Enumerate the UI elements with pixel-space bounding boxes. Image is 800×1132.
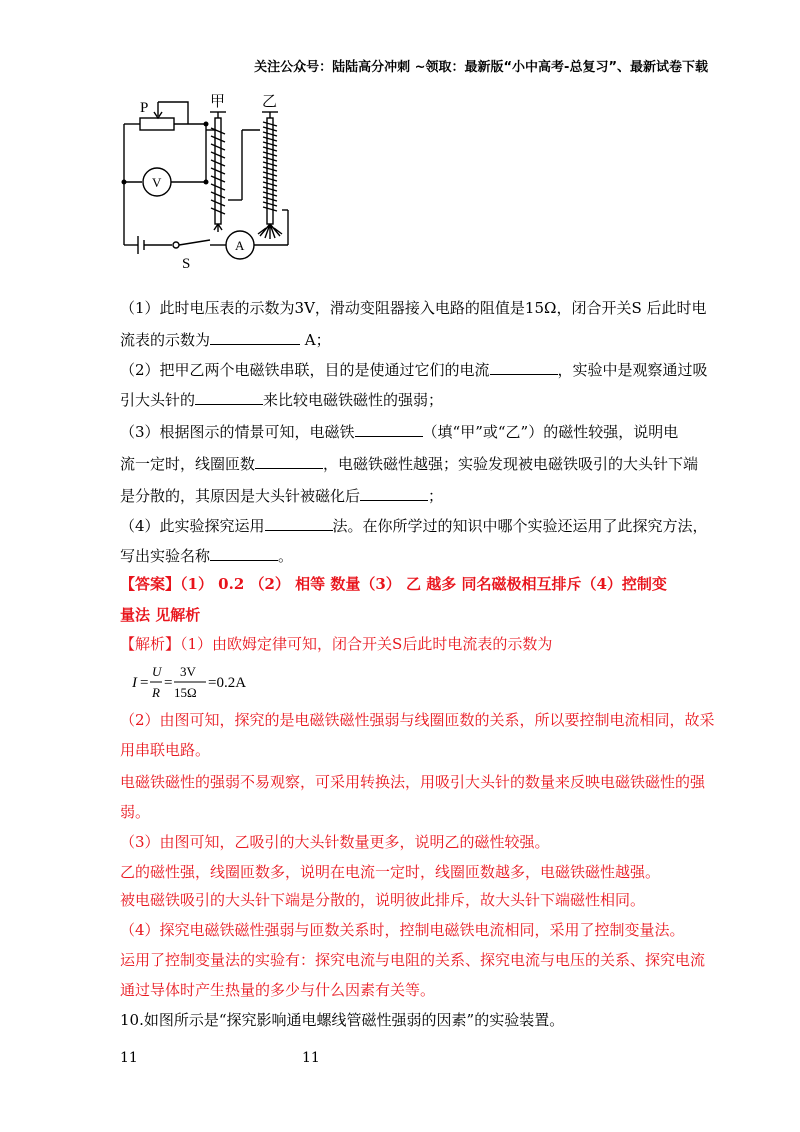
page-header: 关注公众号：陆陆高分冲刺 ~领取：最新版“小中高考-总复习”、最新试卷下载 — [254, 60, 708, 75]
q4b-text-pre: 写出实验名称 — [120, 547, 211, 565]
q2b-text-post: 来比较电磁铁磁性的强弱； — [263, 391, 444, 409]
footer-page-number-left: 11 — [120, 1050, 138, 1066]
question-3-line-2 — [120, 452, 698, 474]
q1-text-post: A； — [300, 331, 331, 349]
q1-text-pre: 流表的示数为 — [120, 331, 211, 349]
circuit-diagram — [110, 90, 310, 280]
q2-blank-1[interactable] — [490, 358, 558, 375]
q2b-text-pre: 引大头针的 — [120, 391, 196, 409]
q2-blank-2[interactable] — [195, 388, 263, 405]
analysis-p5: 乙的磁性强，线圈匝数多，说明在电流一定时，线圈匝数越多，电磁铁磁性越强。 — [120, 863, 661, 881]
analysis-p7: （4）探究电磁铁磁性强弱与匝数关系时，控制电磁铁电流相同，采用了控制变量法。 — [120, 921, 685, 939]
analysis-p3-line-1: 电磁铁磁性的强弱不易观察，可采用转换法，用吸引大头针的数量来反映电磁铁磁性的强 — [120, 773, 706, 791]
rheostat — [140, 118, 174, 130]
q3c-text-post: ； — [428, 487, 444, 505]
answer-line-2: 量法 见解析 — [120, 606, 201, 624]
analysis-p3-line-2: 弱。 — [120, 803, 151, 821]
question-4-line-1 — [120, 514, 708, 536]
label-yi: 乙 — [262, 94, 278, 110]
q2-text-pre: （2）把甲乙两个电磁铁串联，目的是使通过它们的电流 — [120, 361, 490, 379]
question-1-line-1: （1）此时电压表的示数为3V，滑动变阻器接入电路的阻值是15Ω，闭合开关S 后此时电 — [120, 299, 707, 317]
formula-3v: 3V — [180, 664, 196, 679]
analysis-p2-line-1: （2）由图可知，探究的是电磁铁磁性强弱与线圈匝数的关系，所以要控制电流相同，故采 — [120, 711, 715, 729]
label-s: S — [182, 256, 191, 272]
analysis-p6: 被电磁铁吸引的大头针下端是分散的，说明彼此排斥，故大头针下端磁性相同。 — [120, 891, 646, 909]
q4b-text-post: 。 — [278, 547, 294, 565]
formula-15: 15Ω — [174, 685, 197, 700]
answer-line-1: 【答案】（1） 0.2 （2） 相等 数量（3） 乙 越多 同名磁极相互排斥（4）控制变 — [120, 575, 667, 593]
question-2-line-1 — [120, 358, 708, 380]
formula-r: R — [152, 685, 160, 700]
footer-page-number-center: 11 — [302, 1050, 320, 1066]
formula-u: U — [152, 664, 162, 679]
q3b-text-pre: 流一定时，线圈匝数 — [120, 455, 256, 473]
next-question-heading: 10.如图所示是“探究影响通电螺线管磁性强弱的因素”的实验装置。 — [120, 1011, 565, 1029]
q1-answer-blank[interactable] — [210, 328, 300, 345]
formula-eq2: = — [164, 675, 173, 691]
q4-blank-1[interactable] — [265, 514, 333, 531]
q4-blank-2[interactable] — [210, 544, 278, 561]
q3-blank-1[interactable] — [355, 420, 423, 437]
formula-result: =0.2A — [208, 675, 247, 691]
formula-eq1: = — [140, 675, 149, 691]
question-1-line-2 — [120, 328, 331, 350]
analysis-p8-line-2: 通过导体时产生热量的多少与什么因素有关等。 — [120, 981, 436, 999]
analysis-line-1: 【解析】（1）由欧姆定律可知，闭合开关S后此时电流表的示数为 — [120, 635, 553, 653]
label-v: V — [152, 175, 162, 190]
analysis-p8-line-1: 运用了控制变量法的实验有：探究电流与电阻的关系、探究电流与电压的关系、探究电流 — [120, 951, 706, 969]
formula-i: I — [132, 675, 137, 691]
analysis-p4: （3）由图可知，乙吸引的大头针数量更多，说明乙的磁性较强。 — [120, 833, 550, 851]
q4-text-post: 法。在你所学过的知识中哪个实验还运用了此探究方法， — [332, 517, 708, 535]
label-a: A — [235, 238, 245, 253]
question-3-line-3 — [120, 484, 443, 506]
question-4-line-2 — [120, 544, 293, 566]
question-2-line-2 — [120, 388, 443, 410]
ohms-law-formula — [132, 663, 292, 703]
q4-text-pre: （4）此实验探究运用 — [120, 517, 265, 535]
label-jia: 甲 — [210, 94, 226, 110]
label-p: P — [140, 100, 149, 116]
q3-blank-2[interactable] — [255, 452, 323, 469]
analysis-p2-line-2: 用串联电路。 — [120, 741, 211, 759]
q2-text-post: ，实验中是观察通过吸 — [557, 361, 708, 379]
q3-blank-3[interactable] — [360, 484, 428, 501]
q3c-text-pre: 是分散的，其原因是大头针被磁化后 — [120, 487, 361, 505]
question-3-line-1 — [120, 420, 678, 442]
q3-text-pre: （3）根据图示的情景可知，电磁铁 — [120, 423, 355, 441]
q3-text-post: （填“甲”或“乙”）的磁性较强，说明电 — [422, 423, 679, 441]
q3b-text-post: ，电磁铁磁性越强；实验发现被电磁铁吸引的大头针下端 — [323, 455, 699, 473]
